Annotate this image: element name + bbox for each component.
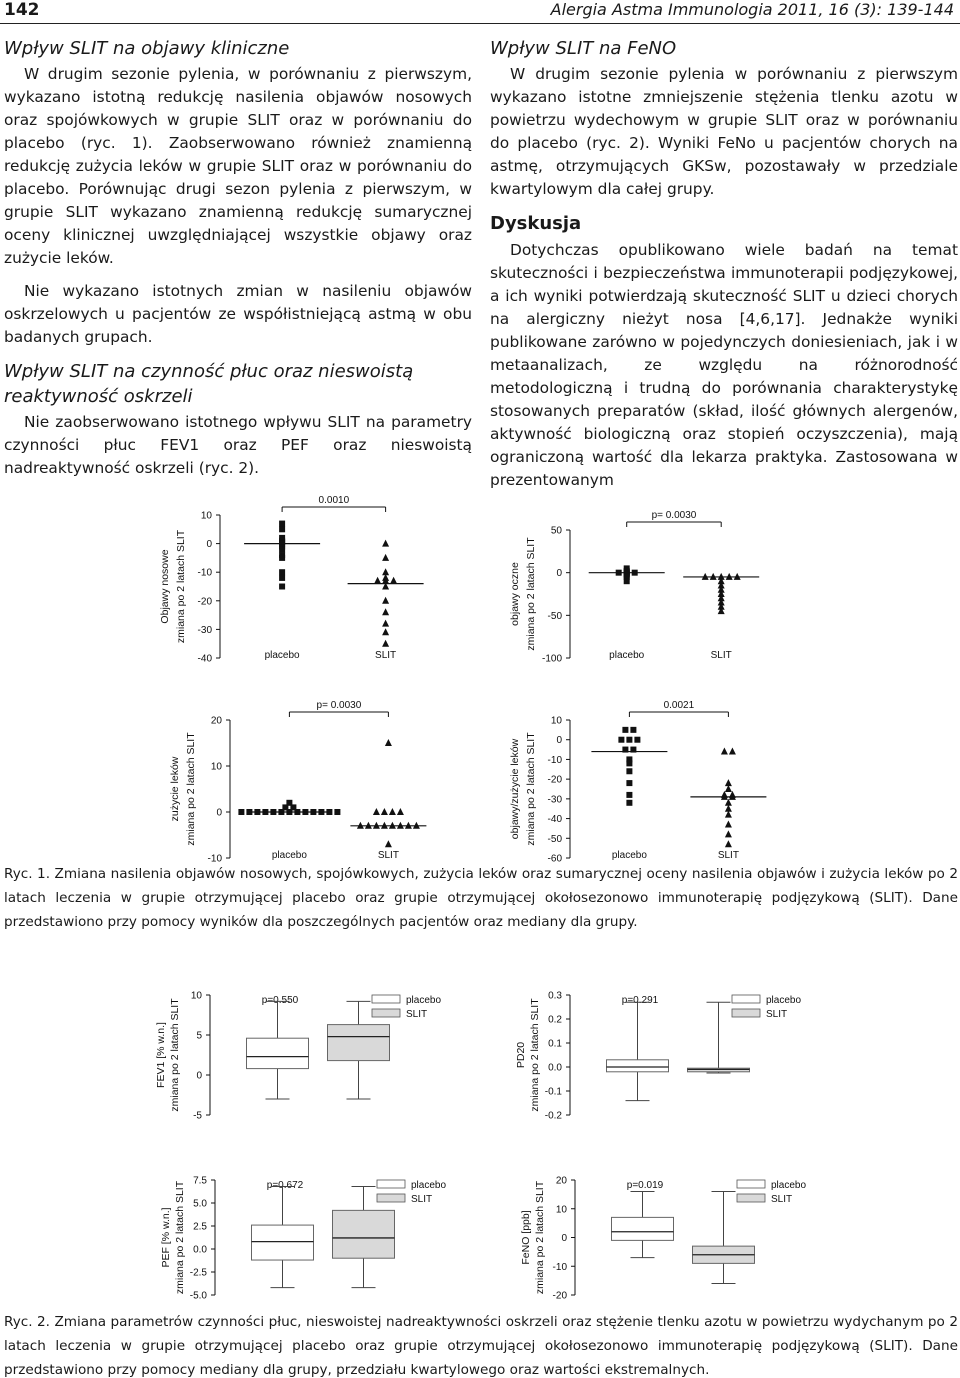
- box-slit: [333, 1210, 395, 1258]
- legend-swatch-placebo: [377, 1180, 405, 1188]
- data-point-placebo: [279, 575, 285, 581]
- paragraph-feno-1: W drugim sezonie pylenia w porównaniu z pierwszym wykazano istotne zmniejszenie stężenia tlenku azotu w powietrzu wydechowym w grupie SLIT oraz w porównaniu do placebo (ryc. 2). Wyniki FeNo u pacjentów chorych na astmę, otrzymujących GKSw, pozostawały w przedziale kwartylowym dla całej grupy.: [490, 65, 958, 198]
- y-tick-label: 10: [550, 715, 562, 727]
- y-tick-label: -40: [197, 653, 212, 665]
- y-tick-label: 20: [210, 715, 222, 727]
- y-tick-label: -10: [207, 853, 222, 865]
- y-tick-label: -5.0: [189, 1290, 207, 1302]
- scatter-plot-svg: [500, 700, 790, 870]
- data-point-slit: [390, 577, 397, 584]
- box-plot-svg: [515, 1170, 845, 1305]
- y-tick-label: 5: [196, 1030, 202, 1042]
- box-plot-svg: [510, 985, 840, 1125]
- y-tick-label: 20: [555, 1175, 567, 1187]
- y-tick-label: 10: [200, 510, 212, 522]
- y-tick-label: 5.0: [193, 1198, 207, 1210]
- legend-swatch-slit: [732, 1009, 760, 1017]
- y-axis-label: PD20: [515, 1041, 527, 1069]
- section-title-feno: Wpływ SLIT na FeNO: [490, 38, 677, 59]
- y-axis-label: objawy/zużycie leków: [509, 738, 521, 840]
- data-point-slit: [373, 808, 380, 815]
- data-point-slit: [382, 540, 389, 547]
- y-tick-label: -30: [197, 624, 212, 636]
- y-tick-label: -20: [197, 596, 212, 608]
- y-tick-label: 50: [550, 525, 562, 537]
- journal-citation: Alergia Astma Immunologia 2011, 16 (3): 139-144: [550, 0, 954, 19]
- p-value-label: p=0.550: [261, 995, 299, 1006]
- p-value-label: p= 0.0030: [651, 510, 697, 521]
- data-point-slit: [729, 748, 736, 755]
- y-tick-label: 0.2: [548, 1014, 562, 1026]
- scatter-plot-svg: [150, 495, 450, 670]
- p-value-label: p=0.672: [266, 1180, 304, 1191]
- data-point-slit: [725, 830, 732, 837]
- p-value-label: p=0.291: [621, 995, 659, 1006]
- y-axis-sublabel: zmiana po 2 latach SLIT: [169, 998, 181, 1112]
- y-tick-label: -10: [197, 567, 212, 579]
- y-axis-sublabel: zmiana po 2 latach SLIT: [534, 1180, 546, 1295]
- data-point-placebo: [279, 546, 285, 552]
- scatter-plot-svg: [500, 510, 780, 670]
- data-point-placebo: [279, 521, 285, 527]
- data-point-placebo: [626, 768, 632, 774]
- data-point-placebo: [626, 800, 632, 806]
- x-category-label: placebo: [609, 650, 645, 661]
- y-tick-label: 0.0: [548, 1062, 562, 1074]
- chart-pd20: [510, 985, 840, 1125]
- y-tick-label: 0: [206, 539, 212, 551]
- y-axis-label: FEV1 [% w.n.]: [155, 1022, 167, 1088]
- data-point-placebo: [626, 737, 632, 743]
- data-point-placebo: [630, 727, 636, 733]
- y-axis-sublabel: zmiana po 2 latach SLIT: [175, 529, 187, 644]
- legend-swatch-placebo: [732, 995, 760, 1003]
- data-point-slit: [385, 739, 392, 746]
- y-tick-label: 7.5: [193, 1175, 207, 1187]
- box-slit: [328, 1025, 390, 1061]
- data-point-placebo: [279, 526, 285, 532]
- section-title-lung-line2: reaktywność oskrzeli: [4, 386, 193, 407]
- chart-eye-symptoms: [500, 510, 780, 670]
- legend-swatch-placebo: [372, 995, 400, 1003]
- box-plot-svg: [155, 1170, 485, 1305]
- data-point-slit: [382, 608, 389, 615]
- p-value-label: 0.0021: [663, 700, 695, 711]
- y-tick-label: -30: [547, 794, 562, 806]
- legend-label-placebo: placebo: [411, 1180, 447, 1191]
- chart-nasal-symptoms: [150, 495, 450, 670]
- legend-label-placebo: placebo: [406, 995, 442, 1006]
- y-tick-label: -40: [547, 814, 562, 826]
- y-tick-label: -2.5: [189, 1267, 207, 1279]
- legend-label-slit: SLIT: [411, 1194, 433, 1205]
- legend-label-placebo: placebo: [771, 1180, 807, 1191]
- legend-label-placebo: placebo: [766, 995, 802, 1006]
- y-tick-label: 0.3: [548, 990, 562, 1002]
- chart-fev1: [150, 985, 480, 1125]
- legend-swatch-slit: [372, 1009, 400, 1017]
- data-point-slit: [721, 748, 728, 755]
- y-tick-label: 0: [556, 568, 562, 580]
- data-point-slit: [382, 628, 389, 635]
- y-axis-sublabel: zmiana po 2 latach SLIT: [525, 537, 537, 651]
- y-tick-label: -10: [552, 1261, 567, 1273]
- y-tick-label: 0: [196, 1070, 202, 1082]
- box-placebo: [247, 1038, 309, 1068]
- y-axis-label: objawy oczne: [509, 562, 521, 626]
- right-column: [490, 36, 958, 492]
- data-point-slit: [397, 808, 404, 815]
- y-tick-label: 0: [216, 807, 222, 819]
- data-point-placebo: [626, 760, 632, 766]
- y-axis-sublabel: zmiana po 2 latach SLIT: [185, 732, 197, 846]
- box-plot-svg: [150, 985, 480, 1125]
- y-tick-label: 10: [190, 990, 202, 1002]
- paragraph-lung-1: Nie zaobserwowano istotnego wpływu SLIT na parametry czynności płuc FEV1 oraz PEF oraz nieswoistą nadreaktywność oskrzeli (ryc. 2).: [4, 413, 472, 477]
- data-point-placebo: [279, 584, 285, 590]
- x-category-label: SLIT: [375, 650, 397, 661]
- data-point-slit: [385, 840, 392, 847]
- y-tick-label: -5: [193, 1110, 202, 1122]
- data-point-placebo: [279, 569, 285, 575]
- legend-label-slit: SLIT: [766, 1009, 788, 1020]
- data-point-placebo: [618, 737, 624, 743]
- chart-total-score: [500, 700, 790, 870]
- x-category-label: placebo: [264, 650, 300, 661]
- data-point-placebo: [238, 809, 244, 815]
- legend-label-slit: SLIT: [771, 1194, 793, 1205]
- y-tick-label: -10: [547, 754, 562, 766]
- y-axis-label: Objawy nosowe: [159, 549, 171, 624]
- scatter-plot-svg: [160, 700, 450, 870]
- data-point-slit: [389, 808, 396, 815]
- p-value-label: 0.0010: [318, 495, 350, 506]
- chart-feno: [515, 1170, 845, 1305]
- p-value-label: p=0.019: [626, 1180, 664, 1191]
- data-point-placebo: [626, 780, 632, 786]
- y-tick-label: -0.1: [544, 1086, 562, 1098]
- y-axis-label: zużycie leków: [169, 756, 181, 822]
- y-tick-label: -60: [547, 853, 562, 865]
- data-point-slit: [382, 554, 389, 561]
- data-point-slit: [382, 597, 389, 604]
- page-number: 142: [4, 0, 40, 20]
- x-category-label: SLIT: [717, 850, 739, 861]
- x-category-label: placebo: [611, 850, 647, 861]
- y-axis-sublabel: zmiana po 2 latach SLIT: [529, 998, 541, 1112]
- legend-swatch-slit: [377, 1194, 405, 1202]
- paragraph-discussion-1: Dotychczas opublikowano wiele badań na temat skuteczności i bezpieczeństwa immunoterapii podjęzykowej, a ich wyniki potwierdzają skuteczność SLIT u dzieci chorych na alergiczny nieżyt nosa [4,6,17]. Jednakże wyniki publikowane zarówno w pojedynczych doniesieniach, jak i w metaanalizach, ze względu na różnorodność metodologiczną i trudną do porównania charakterystykę stosowanych preparatów (skład, ilość głównych alergenów, aktywność biologiczną oraz stopień oczyszczenia), mają ograniczoną wartość dla lekarza praktyka. Zastosowana w prezentowanym: [490, 241, 958, 489]
- y-tick-label: -100: [541, 653, 562, 665]
- p-value-label: p= 0.0030: [316, 700, 362, 711]
- paragraph-clinical-2: Nie wykazano istotnych zmian w nasileniu objawów oskrzelowych u pacjentów ze współistniejącą astmą w obu badanych grupach.: [4, 282, 472, 346]
- left-column: [4, 36, 472, 480]
- legend-swatch-slit: [737, 1194, 765, 1202]
- data-point-slit: [725, 840, 732, 847]
- y-tick-label: -0.2: [544, 1110, 562, 1122]
- data-point-placebo: [626, 792, 632, 798]
- data-point-slit: [725, 820, 732, 827]
- section-title-discussion: Dyskusja: [490, 213, 582, 234]
- y-axis-label: PEF [% w.n.]: [160, 1207, 172, 1268]
- y-tick-label: 10: [555, 1204, 567, 1216]
- y-axis-label: FeNO [ppb]: [520, 1210, 532, 1265]
- y-tick-label: 0: [556, 735, 562, 747]
- figure-2-caption: Ryc. 2. Zmiana parametrów czynności płuc, nieswoistej nadreaktywności oskrzeli oraz stężenie tlenku azotu w powietrzu wydychanym po 2 latach leczenia w grupie otrzymującej placebo oraz grupie otrzymującej okołosezonowo immunoterapię podjęzykową (SLIT). Dane przedstawiono przy pomocy mediany dla grupy, przedziału kwartylowego oraz wartości ekstremalnych.: [4, 1314, 958, 1378]
- data-point-placebo: [334, 809, 340, 815]
- y-tick-label: -50: [547, 610, 562, 622]
- x-category-label: SLIT: [710, 650, 732, 661]
- section-title-lung-line1: Wpływ SLIT na czynność płuc oraz nieswoistą: [4, 361, 414, 382]
- x-category-label: placebo: [271, 850, 307, 861]
- data-point-slit: [374, 577, 381, 584]
- y-tick-label: 10: [210, 761, 222, 773]
- box-placebo: [252, 1225, 314, 1260]
- y-tick-label: 0.1: [548, 1038, 562, 1050]
- data-point-slit: [382, 640, 389, 647]
- paragraph-clinical-1: W drugim sezonie pylenia, w porównaniu z pierwszym, wykazano istotną redukcję nasilenia objawów nosowych oraz spojówkowych w grupie SLIT oraz w porównaniu do placebo (ryc. 1). Zaobserwowano również znamienną redukcję zużycia leków w grupie SLIT oraz w porównaniu do placebo. Porównując drugi sezon pylenia z pierwszym, w grupie SLIT wykazano znamienną redukcję sumarycznej oceny klinicznej uwzględniającej wszystkie objawy oraz zużycie leków.: [4, 65, 472, 267]
- box-placebo: [607, 1060, 669, 1072]
- y-tick-label: 2.5: [193, 1221, 207, 1233]
- data-point-slit: [381, 808, 388, 815]
- section-title-lung: [4, 359, 472, 409]
- y-axis-sublabel: zmiana po 2 latach SLIT: [174, 1180, 186, 1295]
- data-point-slit: [382, 620, 389, 627]
- y-tick-label: 0: [561, 1233, 567, 1244]
- data-point-placebo: [622, 727, 628, 733]
- y-tick-label: -50: [547, 833, 562, 845]
- legend-label-slit: SLIT: [406, 1009, 428, 1020]
- box-placebo: [612, 1217, 674, 1240]
- chart-pef: [155, 1170, 485, 1305]
- y-tick-label: 0.0: [193, 1244, 207, 1256]
- figure-1-caption: Ryc. 1. Zmiana nasilenia objawów nosowych, spojówkowych, zużycia leków oraz sumarycznej oceny nasilenia objawów i zużycia leków po 2 latach leczenia w grupie otrzymującej placebo oraz grupie otrzymującej okołosezonowo immunoterapię podjęzykową (SLIT). Dane przedstawiono przy pomocy wyników dla poszczególnych pacjentów oraz mediany dla grupy.: [4, 866, 958, 930]
- data-point-placebo: [279, 555, 285, 561]
- page-header: [0, 0, 960, 24]
- y-axis-sublabel: zmiana po 2 latach SLIT: [525, 732, 537, 846]
- legend-swatch-placebo: [737, 1180, 765, 1188]
- y-tick-label: -20: [552, 1290, 567, 1302]
- section-title-clinical: Wpływ SLIT na objawy kliniczne: [4, 38, 290, 59]
- x-category-label: SLIT: [377, 850, 399, 861]
- data-point-placebo: [624, 578, 630, 584]
- data-point-placebo: [634, 737, 640, 743]
- y-tick-label: -20: [547, 774, 562, 786]
- chart-medication-use: [160, 700, 450, 870]
